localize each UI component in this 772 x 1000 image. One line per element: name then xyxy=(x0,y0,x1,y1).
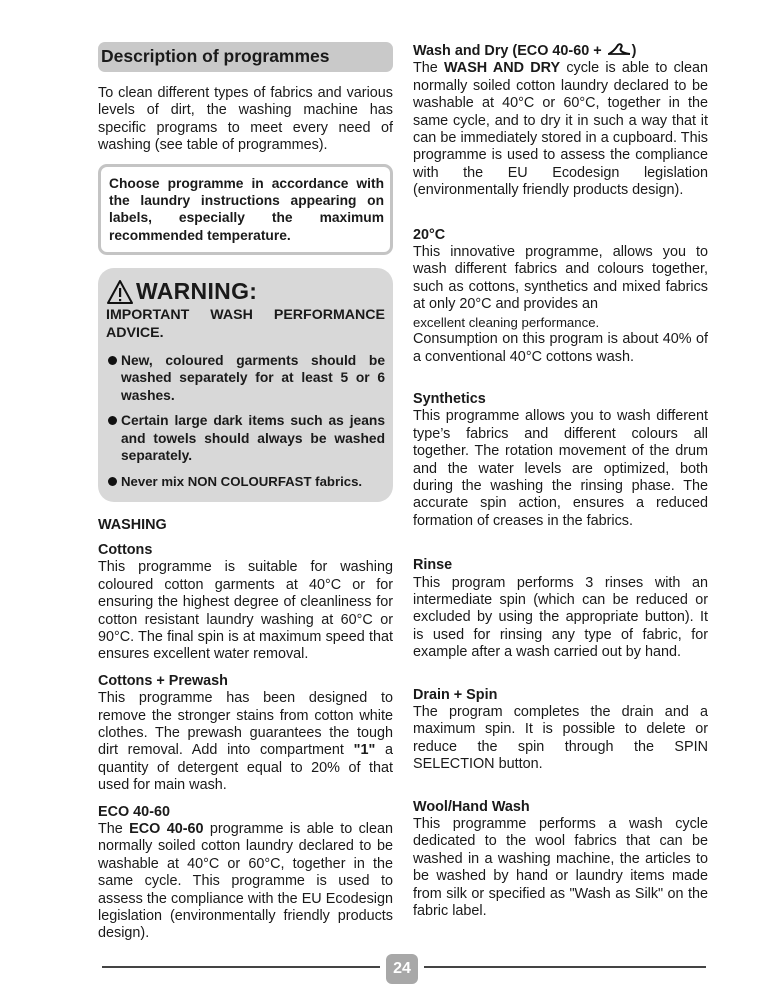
text-part: The xyxy=(98,821,130,837)
title-part: ) xyxy=(631,43,637,59)
eco-title: ECO 40-60 xyxy=(98,803,170,820)
text-part: programme is able to clean normally soiled cotton laundry declared to be washable at 40°C or 60°C, together in the same cycle. This programme is used to assess the compliance with the EU Ecodesign legislation (environmentally friendly products design). xyxy=(98,821,393,942)
bullet-text: Certain large dark items such as jeans and towels should always be washed separately. xyxy=(121,413,385,464)
wool-title: Wool/Hand Wash xyxy=(413,798,530,815)
twenty-text: This innovative programme, allows you to wash different fabrics and colours together, such as cottons, synthetics and mixed fabrics at only 20°C and provides an xyxy=(413,244,708,313)
warning-bullet xyxy=(106,473,385,490)
wash-dry-name: WASH AND DRY xyxy=(444,60,561,77)
synthetics-title: Synthetics xyxy=(413,390,486,407)
drain-spin-title: Drain + Spin xyxy=(413,686,498,703)
drain-spin-text: The program completes the drain and a maximum spin. It is possible to delete or reduce the spin through the SPIN SELECTION button. xyxy=(413,704,708,773)
page-number: 24 xyxy=(386,954,418,984)
bullet-icon xyxy=(108,356,117,365)
bullet-text: Never mix NON COLOURFAST fabrics. xyxy=(121,473,363,489)
wash-dry-section xyxy=(413,42,708,200)
warning-triangle-icon xyxy=(106,279,134,305)
eco-text xyxy=(98,821,393,943)
section-heading: Description of programmes xyxy=(98,42,393,72)
wash-dry-title xyxy=(413,42,708,60)
warning-box xyxy=(98,268,393,502)
eco-section xyxy=(98,804,393,943)
text-part: The xyxy=(413,60,445,77)
note-box xyxy=(98,164,393,256)
footer-rule-right xyxy=(424,966,706,968)
twenty-section xyxy=(413,227,708,366)
dry-symbol-icon xyxy=(606,42,632,56)
wool-text: This programme performs a wash cycle dedicated to the wool fabrics that can be washed in a washing machine, the articles to be washed by hand or laundry items made from silk or specified as "Wash as Silk" on the fabric label. xyxy=(413,816,708,920)
warning-header xyxy=(106,278,385,305)
warning-bullet xyxy=(106,352,385,404)
compartment-label: "1" xyxy=(353,742,376,759)
cottons-prewash-section xyxy=(98,673,393,795)
cottons-section xyxy=(98,542,393,664)
twenty-consumption: Consumption on this program is about 40% of a conventional 40°C cottons wash. xyxy=(413,331,708,365)
rinse-title: Rinse xyxy=(413,557,453,574)
wash-dry-text xyxy=(413,60,708,199)
left-column xyxy=(98,42,393,943)
text-part: a quantity of detergent equal to 20% of that used for main wash. xyxy=(98,742,393,794)
cottons-prewash-title: Cottons + Prewash xyxy=(98,672,228,689)
wool-section xyxy=(413,799,708,921)
synthetics-text: This programme allows you to wash different type’s fabrics and different colours all together. The rotation movement of the drum and the water levels are optimized, both during the washing the rinsing phase. The accurate spin action, ensures a reduced formation of creases in the fabrics. xyxy=(413,408,708,529)
bullet-icon xyxy=(108,416,117,425)
rinse-text: This program performs 3 rinses with an intermediate spin (which can be reduced or excluded by using the appropriate button). It is used for rinsing any type of fabric, for example after a wash carried out by hand. xyxy=(413,574,708,661)
right-column xyxy=(413,42,708,920)
title-part: Wash and Dry (ECO 40-60 + xyxy=(413,43,606,59)
footer-rule-left xyxy=(102,966,380,968)
note-text: Choose programme in accordance with the laundry instructions appearing on labels, especially the maximum recommended temperature. xyxy=(109,175,384,243)
drain-spin-section xyxy=(413,687,708,774)
text-part: This programme has been designed to remove the stronger stains from cotton white clothes. The prewash guarantees the tough dirt removal. Add into compartment xyxy=(98,690,393,759)
warning-bullet xyxy=(106,412,385,464)
warning-subtitle: IMPORTANT WASH PERFORMANCE ADVICE. xyxy=(106,307,385,341)
cottons-prewash-text xyxy=(98,690,393,794)
synthetics-section xyxy=(413,391,708,530)
eco-name: ECO 40-60 xyxy=(129,821,204,837)
cottons-title: Cottons xyxy=(98,541,153,558)
washing-title: WASHING xyxy=(98,516,167,533)
cottons-text: This programme is suitable for washing coloured cotton garments at 40°C or for ensuring the highest degree of cleanliness for cotton resistant laundry washing at 60°C or 90°C. The final spin is at maximum speed that ensures excellent water removal. xyxy=(98,559,393,663)
bullet-text: New, coloured garments should be washed separately for at least 5 or 6 washes. xyxy=(121,353,385,403)
bullet-icon xyxy=(108,477,117,486)
text-part: cycle is able to clean normally soiled cotton laundry declared to be washable at 40°C or 60°C, together in the same cycle, and to dry it in such a way that it can be immediately stored in a cupboard. This programme is used to assess the compliance with the EU Ecodesign legislation (environmentally friendly products design). xyxy=(413,60,708,199)
intro-paragraph: To clean different types of fabrics and various levels of dirt, the washing machine has specific programs to meet every need of washing (see table of programmes). xyxy=(98,85,393,154)
twenty-text-small: excellent cleaning performance. xyxy=(413,314,600,330)
warning-title: WARNING: xyxy=(136,278,258,305)
rinse-section xyxy=(413,557,708,661)
twenty-title: 20°C xyxy=(413,226,446,243)
